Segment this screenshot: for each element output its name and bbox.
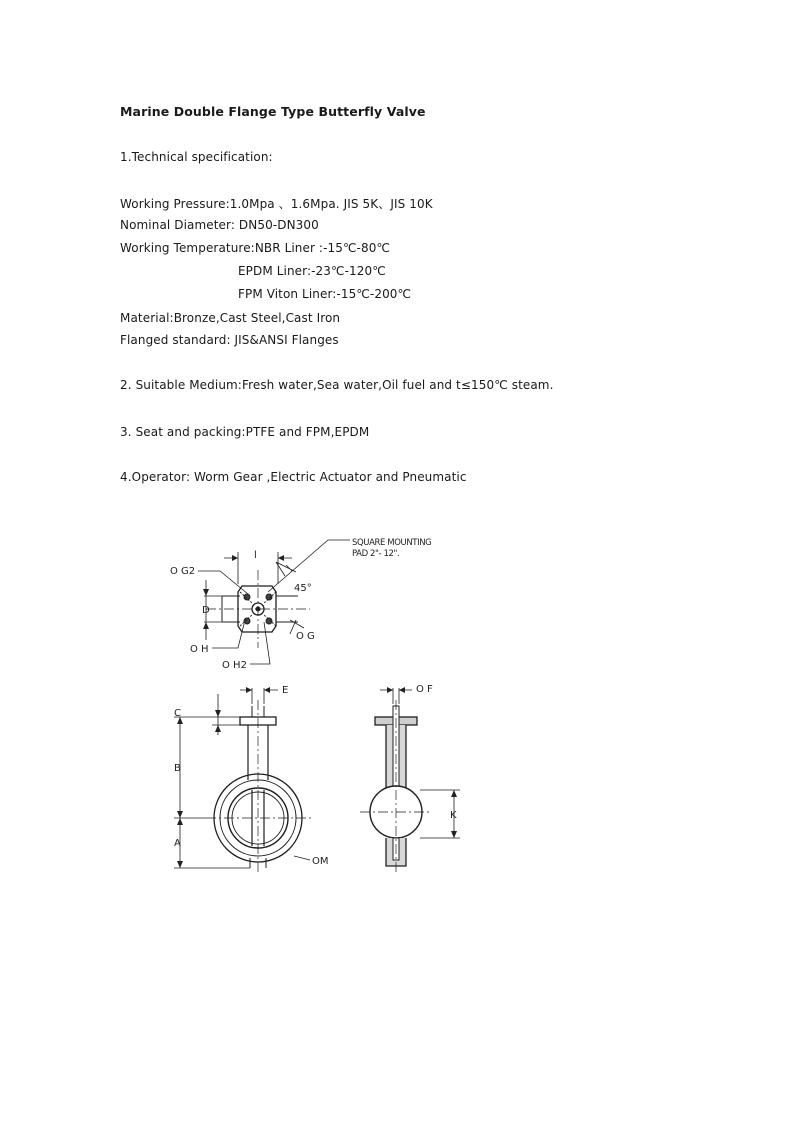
valve-side-view (360, 687, 460, 875)
section-2-medium: 2. Suitable Medium:Fresh water,Sea water,Oil fuel and t≤150℃ steam. (120, 378, 554, 392)
pad-size-label: PAD 2"- 12". (352, 549, 400, 559)
dim-oh2-label: O H2 (222, 660, 247, 671)
fpm-liner-line: FPM Viton Liner:-15℃-200℃ (238, 287, 412, 301)
working-temperature-line: Working Temperature:NBR Liner :-15℃-80℃ (120, 241, 391, 255)
dim-l-label: l (254, 550, 257, 561)
document-title: Marine Double Flange Type Butterfly Valve (120, 104, 426, 119)
dim-d-label: D (202, 605, 210, 616)
dim-og-label: O G (296, 631, 315, 642)
flanged-standard-line: Flanged standard: JIS&ANSI Flanges (120, 333, 339, 347)
nominal-diameter-line: Nominal Diameter: DN50-DN300 (120, 218, 319, 232)
epdm-liner-line: EPDM Liner:-23℃-120℃ (238, 264, 386, 278)
mounting-pad-view (198, 540, 350, 664)
dim-k-label: K (450, 810, 457, 821)
dim-c-label: C (174, 708, 181, 719)
working-pressure-line: Working Pressure:1.0Mpa 、1.6Mpa. JIS 5K、JIS 10K (120, 197, 433, 211)
dim-om-label: OM (312, 856, 329, 867)
dim-oh-label: O H (190, 644, 209, 655)
dim-og2-label: O G2 (170, 566, 196, 577)
section-1-heading: 1.Technical specification: (120, 150, 273, 164)
valve-front-view (174, 687, 312, 875)
material-line: Material:Bronze,Cast Steel,Cast Iron (120, 311, 341, 325)
dim-a-label: A (174, 838, 181, 849)
angle-label: 45° (294, 583, 312, 594)
dim-of-label: O F (416, 684, 433, 695)
section-4-operator: 4.Operator: Worm Gear ,Electric Actuator and Pneumatic (120, 470, 467, 484)
section-3-seat-packing: 3. Seat and packing:PTFE and FPM,EPDM (120, 425, 370, 439)
dim-e-label: E (282, 685, 289, 696)
dim-b-label: B (174, 763, 181, 774)
square-mounting-label: SQUARE MOUNTING (352, 538, 432, 548)
